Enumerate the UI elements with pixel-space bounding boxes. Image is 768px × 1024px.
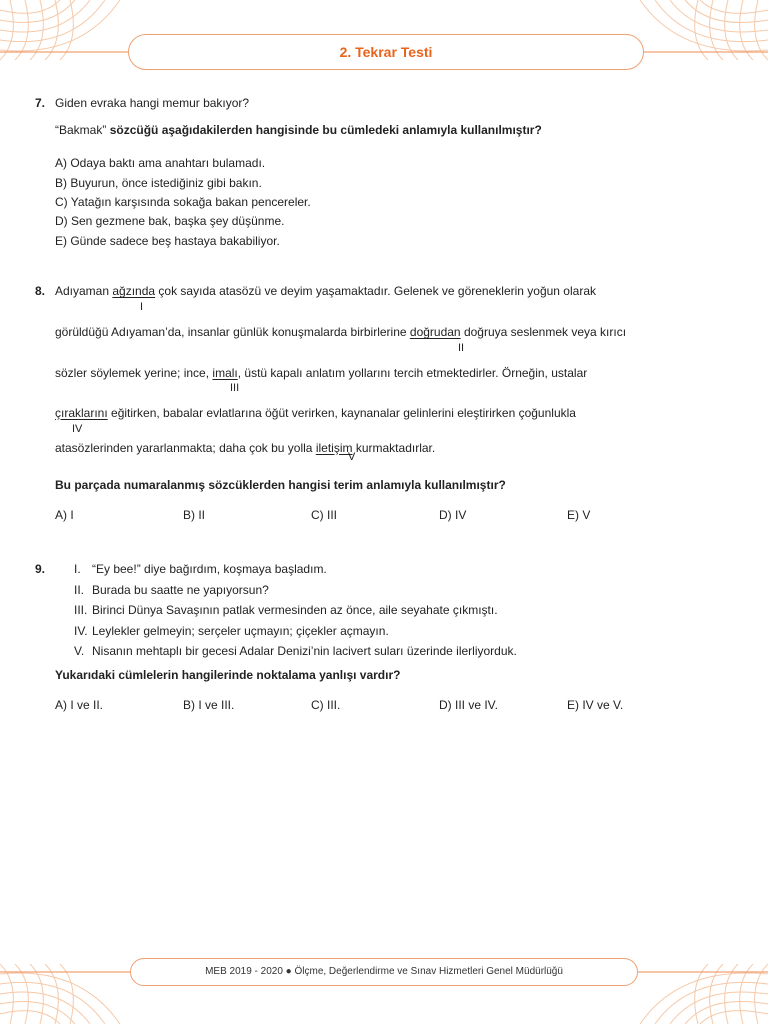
numeral-label-2: II (458, 342, 465, 354)
statement-text-2: Burada bu saatte ne yapıyorsun? (92, 583, 269, 597)
passage-text: çok sayıda atasözü ve deyim yaşamaktadır. Gelenek ve göreneklerin yoğun olarak (158, 284, 596, 298)
numbered-word-3: imalı (212, 366, 238, 380)
question-8-line-2 (55, 325, 626, 339)
question-7-option-b[interactable]: B) Buyurun, önce istediğiniz gibi bakın. (55, 176, 262, 190)
question-8-line-3 (55, 366, 587, 380)
question-8-option-c[interactable]: C) III (311, 508, 337, 522)
statement-text-5: Nisanın mehtaplı bir gecesi Adalar Denizi’nin lacivert suları üzerinde ilerliyorduk. (92, 644, 517, 658)
statement-roman-2: II. (74, 583, 85, 597)
question-9-prompt: Yukarıdaki cümlelerin hangilerinde noktalama yanlışı vardır? (55, 668, 401, 682)
statement-roman-5: V. (74, 644, 85, 658)
question-7-prompt (55, 123, 542, 137)
question-8-option-e[interactable]: E) V (567, 508, 591, 522)
passage-text: eğitirken, babalar evlatlarına öğüt verirken, kaynanalar gelinlerini eleştirirken çoğunlukla (111, 406, 576, 420)
numeral-label-5: V (348, 451, 356, 463)
passage-text: kurmaktadırlar. (355, 441, 436, 455)
question-7-option-c[interactable]: C) Yatağın karşısında sokağa bakan pencereler. (55, 195, 311, 209)
question-7-number: 7. (35, 96, 46, 110)
question-7-option-a[interactable]: A) Odaya baktı ama anahtarı bulamadı. (55, 156, 266, 170)
question-8-option-b[interactable]: B) II (183, 508, 206, 522)
passage-text: sözler söylemek yerine; ince, (55, 366, 210, 380)
footer-text: MEB 2019 - 2020 ● Ölçme, Değerlendirme ve Sınav Hizmetleri Genel Müdürlüğü (205, 966, 563, 977)
question-9-option-a[interactable]: A) I ve II. (55, 698, 104, 712)
numbered-word-5: iletişim (315, 441, 353, 455)
question-8-line-4 (55, 406, 576, 420)
question-8-number: 8. (35, 284, 46, 298)
question-7-quote: “Bakmak” (55, 123, 107, 137)
numeral-label-3: III (230, 382, 240, 394)
numeral-label-4: IV (72, 423, 83, 435)
question-8-prompt: Bu parçada numaralanmış sözcüklerden hangisi terim anlamıyla kullanılmıştır? (55, 478, 506, 492)
passage-text: Adıyaman (55, 284, 110, 298)
question-8-line-1 (55, 284, 596, 298)
question-8-option-d[interactable]: D) IV (439, 508, 467, 522)
statement-roman-1: I. (74, 562, 81, 576)
passage-text: atasözlerinden yararlanmakta; daha çok bu yolla (55, 441, 313, 455)
passage-text: görüldüğü Adıyaman’da, insanlar günlük konuşmalarda birbirlerine (55, 325, 407, 339)
question-9-option-b[interactable]: B) I ve III. (183, 698, 235, 712)
statement-text-4: Leylekler gelmeyin; serçeler uçmayın; çiçekler açmayın. (92, 624, 389, 638)
question-8-line-5 (55, 441, 435, 455)
statement-roman-3: III. (74, 603, 88, 617)
question-9-option-d[interactable]: D) III ve IV. (439, 698, 498, 712)
page-title: 2. Tekrar Testi (339, 44, 433, 60)
question-7-option-d[interactable]: D) Sen gezmene bak, başka şey düşünme. (55, 214, 285, 228)
numbered-word-4: çıraklarını (55, 406, 108, 420)
question-7-prompt-text: sözcüğü aşağıdakilerden hangisinde bu cümledeki anlamıyla kullanılmıştır? (109, 123, 542, 137)
numbered-word-2: doğrudan (409, 325, 461, 339)
question-8-option-a[interactable]: A) I (55, 508, 74, 522)
question-7-option-e[interactable]: E) Günde sadece beş hastaya bakabiliyor. (55, 234, 280, 248)
numeral-label-1: I (140, 301, 144, 313)
passage-text: doğruya seslenmek veya kırıcı (463, 325, 627, 339)
statement-text-1: “Ey bee!” diye bağırdım, koşmaya başladım. (92, 562, 327, 576)
question-7-stem: Giden evraka hangi memur bakıyor? (55, 96, 250, 110)
question-9-option-c[interactable]: C) III. (311, 698, 341, 712)
question-9-option-e[interactable]: E) IV ve V. (567, 698, 624, 712)
numbered-word-1: ağzında (112, 284, 156, 298)
question-9-number: 9. (35, 562, 46, 576)
passage-text: , üstü kapalı anlatım yollarını tercih etmektedirler. Örneğin, ustalar (237, 366, 588, 380)
statement-text-3: Birinci Dünya Savaşının patlak vermesinden az önce, aile seyahate çıkmıştı. (92, 603, 498, 617)
statement-roman-4: IV. (74, 624, 88, 638)
